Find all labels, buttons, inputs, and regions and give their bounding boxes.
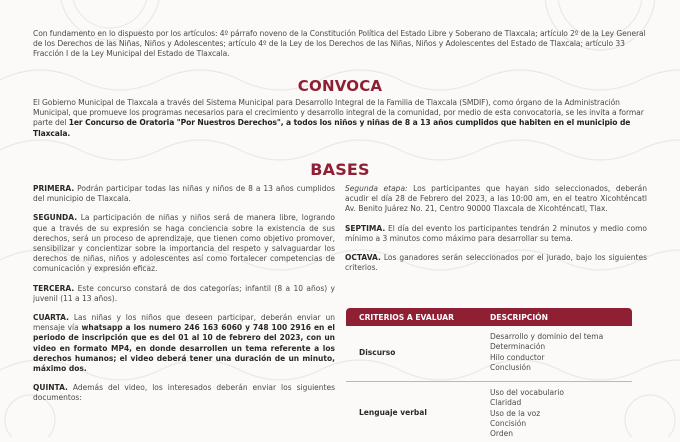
descripcion-cell	[490, 332, 603, 373]
descripcion-item: Conclusión	[490, 362, 531, 372]
base-label: SEGUNDA.	[33, 213, 78, 223]
base-bold-text: whatsapp a los numero 246 163 6060 y 748 100 2916 en el periodo de inscripción que es del 01 al 10 de febrero del 2023, con un video en formato MP4, en donde desarrollen un tema referente a los derechos humanos; el video deberá tener una duración de un minuto, máximo dos.	[33, 323, 335, 374]
base-text: Los ganadores serán seleccionados por el jurado, bajo los siguientes criterios.	[345, 253, 647, 273]
convoca-bold-text: 1er Concurso de Oratoria "Por Nuestros Derechos", a todos los niños y niñas de 8 a 13 años cumplidos que habiten en el municipio de Tlaxcala.	[33, 118, 631, 138]
base-tercera	[33, 284, 335, 304]
descripcion-item: Claridad	[490, 398, 522, 408]
convoca-paragraph	[33, 98, 653, 139]
table-row	[346, 382, 632, 442]
table-header	[346, 308, 632, 326]
convoca-text: El Gobierno Municipal de Tlaxcala a través del Sistema Municipal para Desarrollo Integral de la Familia de Tlaxcala (SMDIF), como órgano de la Administración Municipal, que promueve los programas necesarios para el crecimiento y desarrollo integral de la comunidad, por medio de esta convocatoria, se les invita a formar parte del	[33, 98, 644, 128]
base-text: La participación de niñas y niños será de manera libre, logrando que a través de su expresión se haga conciencia sobre la existencia de sus derechos, será un proceso de aprendizaje, que tienen como objetivo promover, sensibilizar y concientizar sobre la importancia del respeto y salvaguardar los derechos de niñas, niños y adolescentes así como fortalecer competencias de comunicación y expresión eficaz.	[33, 213, 335, 274]
bases-right-column	[345, 184, 647, 282]
table-row	[346, 326, 632, 382]
convoca-heading: CONVOCA	[297, 77, 383, 95]
base-text: Podrán participar todas las niñas y niños de 8 a 13 años cumplidos del municipio de Tlaxcala.	[33, 184, 335, 204]
criterio-cell: Lenguaje verbal	[359, 408, 427, 417]
descripcion-item: Uso del vocabulario	[490, 388, 564, 397]
base-label: OCTAVA.	[345, 253, 381, 263]
descripcion-item: Determinación	[490, 342, 546, 352]
legal-foundation-paragraph: Con fundamento en lo dispuesto por los artículos: 4º párrafo noveno de la Constitución Política del Estado Libre y Soberano de Tlaxcala; artículo 2º de la Ley General de los Derechos de las Niñas, Niños y Adolescentes; artículo 4º de la Ley de los Derechos de las Niñas, Niños y Adolescentes del Estado de Tlaxcala; artículo 33 Fracción I de la Ley Municipal del Estado de Tlaxcala.	[33, 29, 646, 58]
base-label: PRIMERA.	[33, 184, 75, 193]
bases-left-column	[33, 184, 335, 413]
base-label: CUARTA.	[33, 313, 69, 323]
descripcion-item: Concisión	[490, 418, 527, 428]
base-octava	[345, 253, 647, 273]
criterio-cell: Discurso	[359, 348, 396, 357]
base-text: Además del video, los interesados deberán enviar los siguientes documentos:	[33, 383, 335, 403]
base-text: Las niñas y los niños que deseen participar, deberán enviar un mensaje vía	[33, 313, 335, 333]
criteria-table	[346, 308, 632, 442]
descripcion-item: Desarrollo y dominio del tema	[490, 332, 604, 341]
descripcion-cell	[490, 388, 564, 439]
base-segunda	[33, 213, 335, 274]
base-cuarta	[33, 313, 335, 374]
base-primera	[33, 184, 335, 204]
base-text: El día del evento los participantes tendrán 2 minutos y medio como mínimo a 3 minutos como máximo para desarrollar su tema.	[345, 223, 647, 243]
base-segunda-etapa	[345, 184, 647, 215]
base-label: SEPTIMA.	[345, 223, 386, 233]
column-header-descripcion: DESCRIPCIÓN	[490, 313, 548, 322]
base-label: TERCERA.	[33, 283, 75, 293]
base-quinta	[33, 383, 335, 403]
descripcion-item: Orden	[490, 429, 513, 439]
descripcion-item: Uso de la voz	[490, 408, 541, 418]
base-label: Segunda etapa:	[345, 184, 408, 193]
base-septima	[345, 224, 647, 244]
base-label: QUINTA.	[33, 383, 68, 393]
descripcion-item: Hilo conductor	[490, 352, 545, 362]
base-text: Este concurso constará de dos categorías; infantil (8 a 10 años) y juvenil (11 a 13 años).	[33, 283, 335, 303]
column-header-criterios: CRITERIOS A EVALUAR	[359, 313, 455, 322]
bases-heading: BASES	[310, 160, 370, 179]
base-text: Los participantes que hayan sido seleccionados, deberán acudir el día 28 de Febrero del 2023, a las 10:00 am, en el teatro Xicohténcatl Av. Benito Juárez No. 21, Centro 90000 Tlaxcala de Xicohténcatl, Tlax.	[345, 184, 647, 214]
